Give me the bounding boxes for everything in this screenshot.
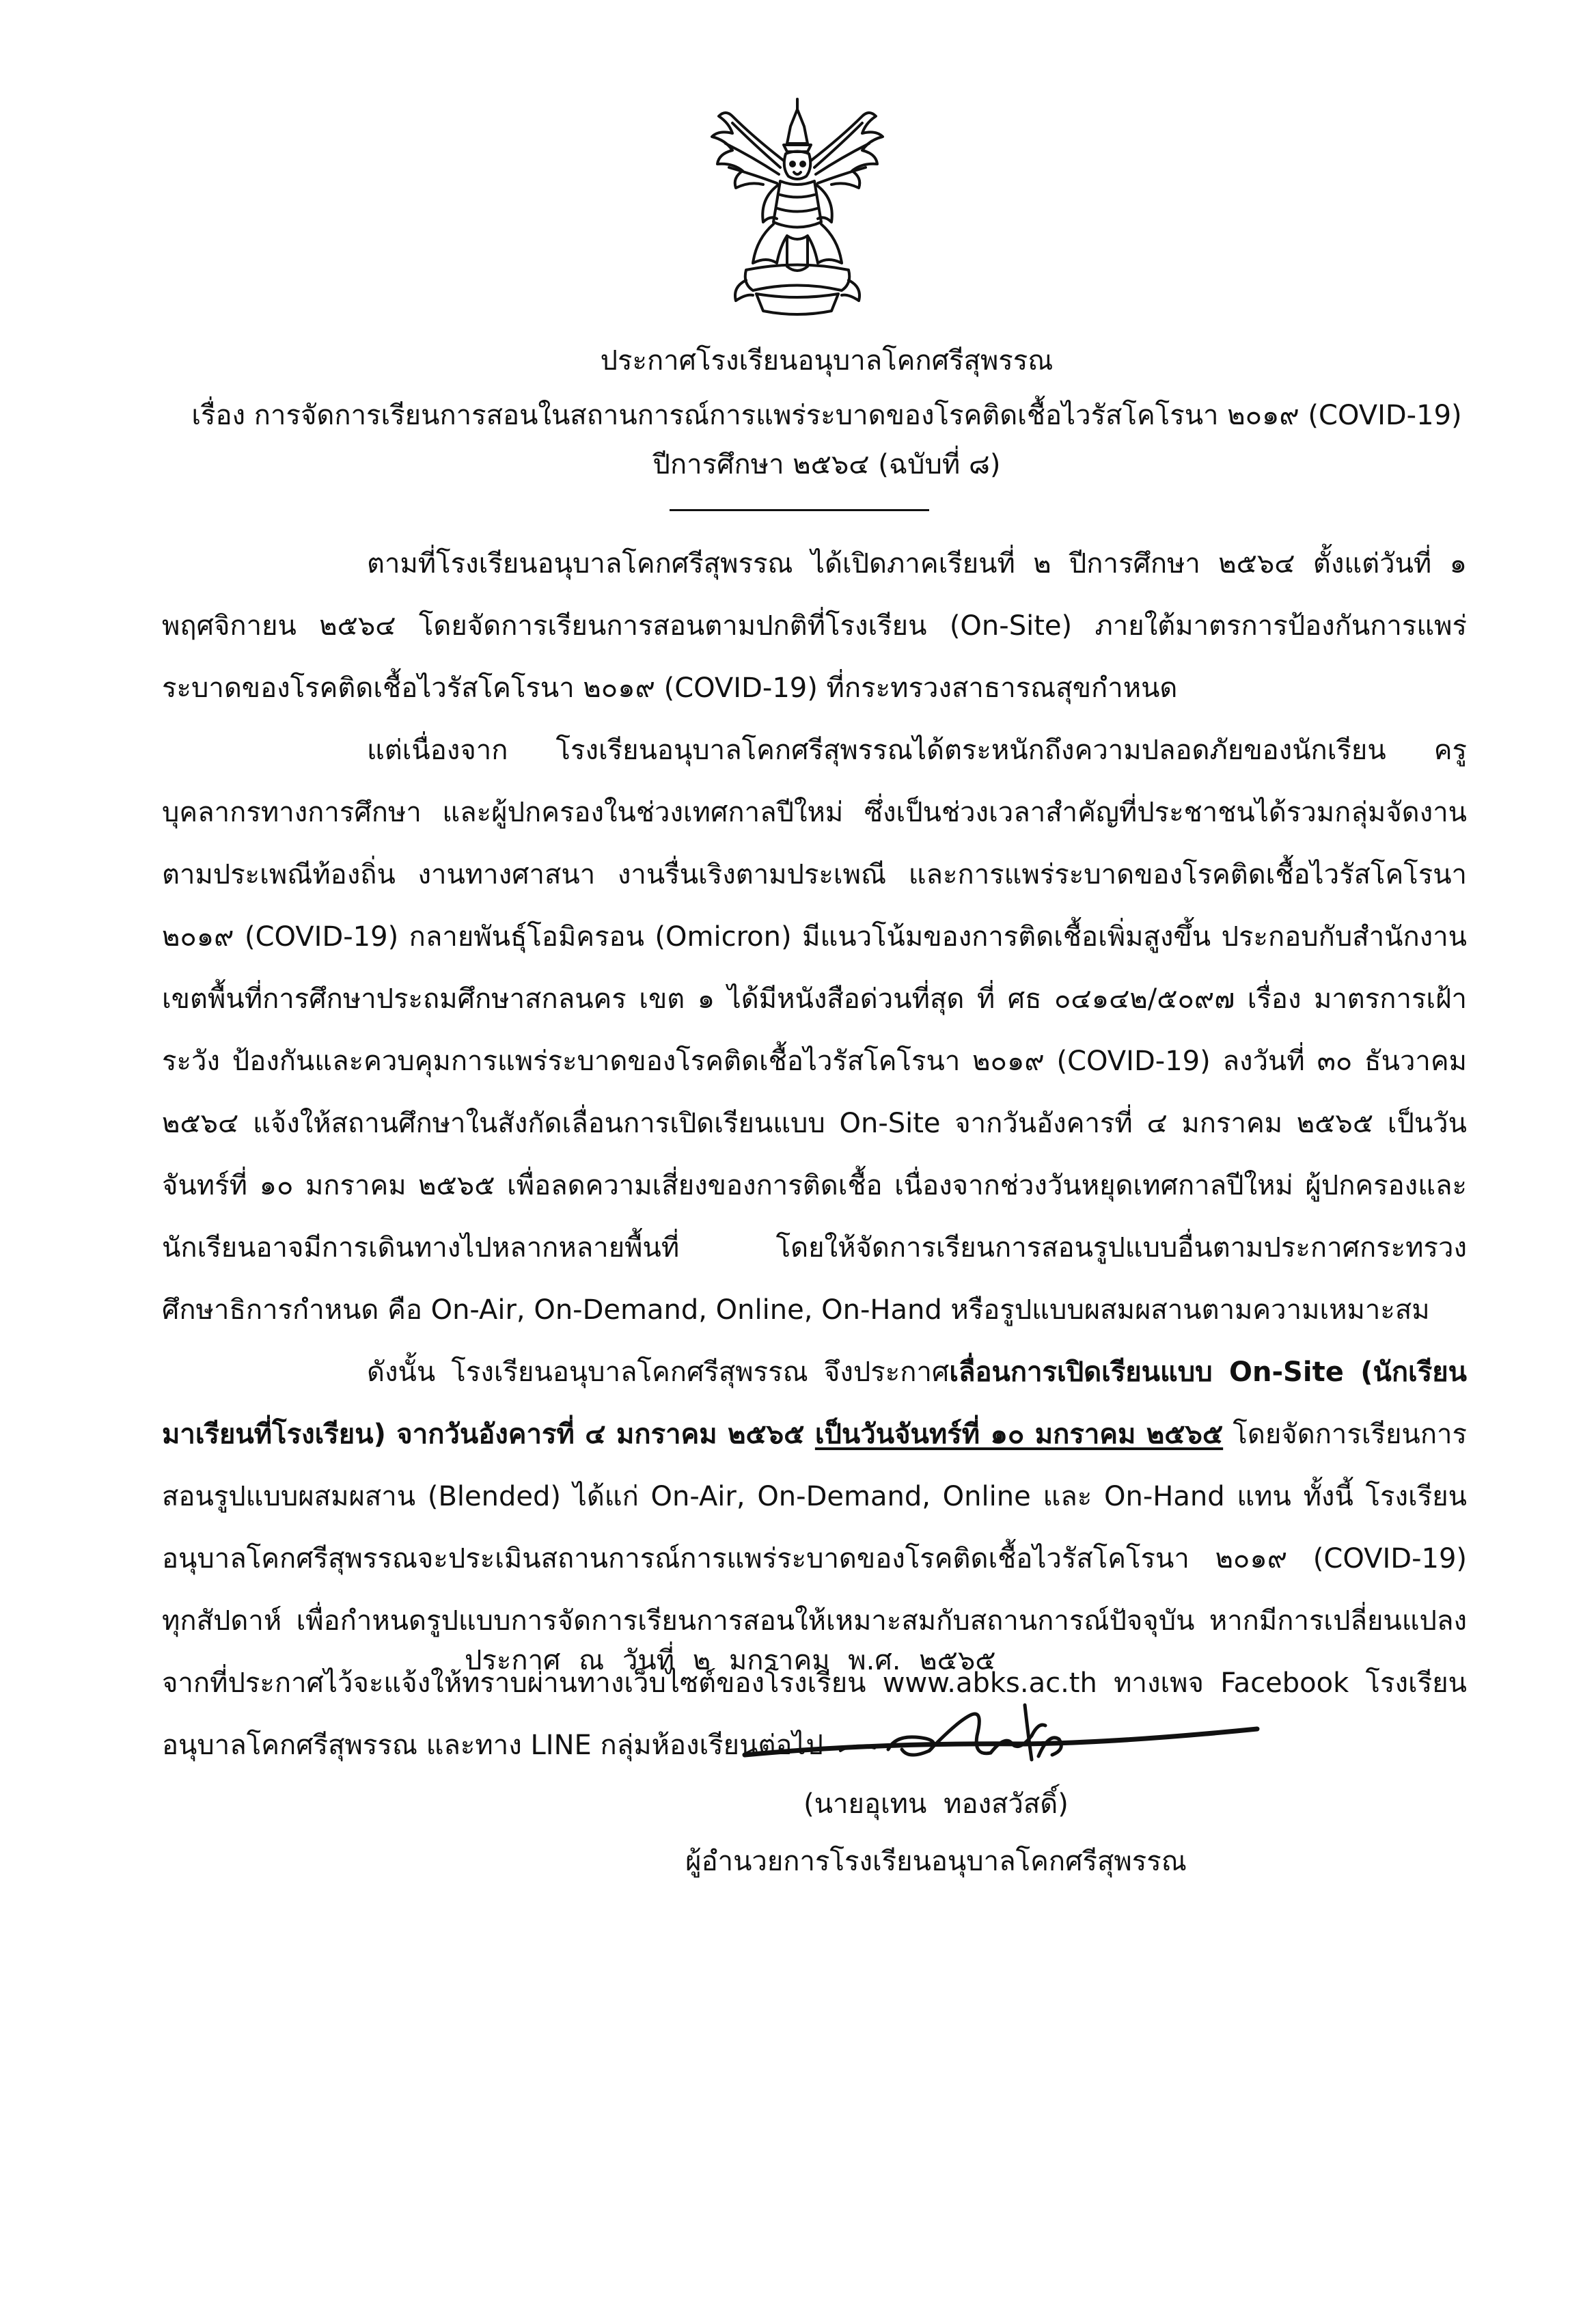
announcement-date: ประกาศ ณ วันที่ ๒ มกราคม พ.ศ. ๒๕๖๕ <box>465 1645 996 1676</box>
signatory-name: (นายอุเทน ทองสวัสดิ์) <box>803 1788 1069 1820</box>
paragraph-1: ตามที่โรงเรียนอนุบาลโคกศรีสุพรรณ ได้เปิดภาคเรียนที่ ๒ ปีการศึกษา ๒๕๖๔ ตั้งแต่วันที่ ๑ พฤศจิกายน ๒๕๖๔ โดยจัดการเรียนการสอนตามปกติที่โรงเรียน (On-Site) ภายใต้มาตรการป้องกันการแพร่ระบาดของโรคติดเชื้อไวรัสโคโรนา ๒๐๑๙ (COVID-19) ที่กระทรวงสาธารณสุขกำหนด <box>162 548 1467 704</box>
announcement-body <box>162 533 1467 1777</box>
announcement-title: ประกาศโรงเรียนอนุบาลโคกศรีสุพรรณ <box>600 345 1054 377</box>
header-divider <box>670 509 929 511</box>
handwritten-signature <box>738 1695 1271 1777</box>
postponement-notice: เลื่อนการเปิดเรียนแบบ On-Site (นักเรียนมาเรียนที่โรงเรียน) จากวันอังคารที่ ๔ มกราคม ๒๕๖๕ <box>162 1356 1467 1450</box>
paragraph-3-intro: ดังนั้น โรงเรียนอนุบาลโคกศรีสุพรรณ จึงประกาศ <box>367 1356 950 1388</box>
new-opening-date <box>815 1419 1223 1450</box>
new-opening-date-underlined: เป็นวันจันทร์ที่ ๑๐ มกราคม ๒๕๖๕ <box>814 1419 1224 1450</box>
signatory-title: ผู้อำนวยการโรงเรียนอนุบาลโคกศรีสุพรรณ <box>685 1846 1187 1877</box>
paragraph-3-rest: โดยจัดการเรียนการสอนรูปแบบผสมผสาน (Blended) ได้แก่ On-Air, On-Demand, Online และ On-Hand แทน ทั้งนี้ โรงเรียนอนุบาลโคกศรีสุพรรณจะประเมินสถานการณ์การแพร่ระบาดของโรคติดเชื้อไวรัสโคโรนา ๒๐๑๙ (COVID-19) ทุกสัปดาห์ เพื่อกำหนดรูปแบบการจัดการเรียนการสอนให้เหมาะสมกับสถานการณ์ปัจจุบัน หากมีการเปลี่ยนแปลงจากที่ประกาศไว้จะแจ้งให้ทราบผ่านทางเว็บไซต์ของโรงเรียน www.abks.ac.th ทางเพจ Facebook โรงเรียนอนุบาลโคกศรีสุพรรณ และทาง LINE กลุ่มห้องเรียนต่อไป <box>162 1419 1467 1761</box>
garuda-emblem-icon <box>705 96 890 321</box>
announcement-subject: เรื่อง การจัดการเรียนการสอนในสถานการณ์การแพร่ระบาดของโรคติดเชื้อไวรัสโคโรนา ๒๐๑๙ (COVID-19) <box>191 400 1462 431</box>
paragraph-2: แต่เนื่องจาก โรงเรียนอนุบาลโคกศรีสุพรรณได้ตระหนักถึงความปลอดภัยของนักเรียน ครู บุคลากรทางการศึกษา และผู้ปกครองในช่วงเทศกาลปีใหม่ ซึ่งเป็นช่วงเวลาสำคัญที่ประชาชนได้รวมกลุ่มจัดงานตามประเพณีท้องถิ่น งานทางศาสนา งานรื่นเริงตามประเพณี และการแพร่ระบาดของโรคติดเชื้อไวรัสโคโรนา ๒๐๑๙ (COVID-19) กลายพันธุ์โอมิครอน (Omicron) มีแนวโน้มของการติดเชื้อเพิ่มสูงขึ้น ประกอบกับสำนักงานเขตพื้นที่การศึกษาประถมศึกษาสกลนคร เขต ๑ ได้มีหนังสือด่วนที่สุด ที่ ศธ ๐๔๑๔๒/๕๐๙๗ เรื่อง มาตรการเฝ้าระวัง ป้องกันและควบคุมการแพร่ระบาดของโรคติดเชื้อไวรัสโคโรนา ๒๐๑๙ (COVID-19) ลงวันที่ ๓๐ ธันวาคม ๒๕๖๔ แจ้งให้สถานศึกษาในสังกัดเลื่อนการเปิดเรียนแบบ On-Site จากวันอังคารที่ ๔ มกราคม ๒๕๖๕ เป็นวันจันทร์ที่ ๑๐ มกราคม ๒๕๖๕ เพื่อลดความเสี่ยงของการติดเชื้อ เนื่องจากช่วงวันหยุดเทศกาลปีใหม่ ผู้ปกครองและนักเรียนอาจมีการเดินทางไปหลากหลายพื้นที่ โดยให้จัดการเรียนการสอนรูปแบบอื่นตามประกาศกระทรวงศึกษาธิการกำหนด คือ On-Air, On-Demand, Online, On-Hand หรือรูปแบบผสมผสานตามความเหมาะสม <box>162 735 1467 1326</box>
academic-year-edition: ปีการศึกษา ๒๕๖๔ (ฉบับที่ ๘) <box>652 449 1001 480</box>
